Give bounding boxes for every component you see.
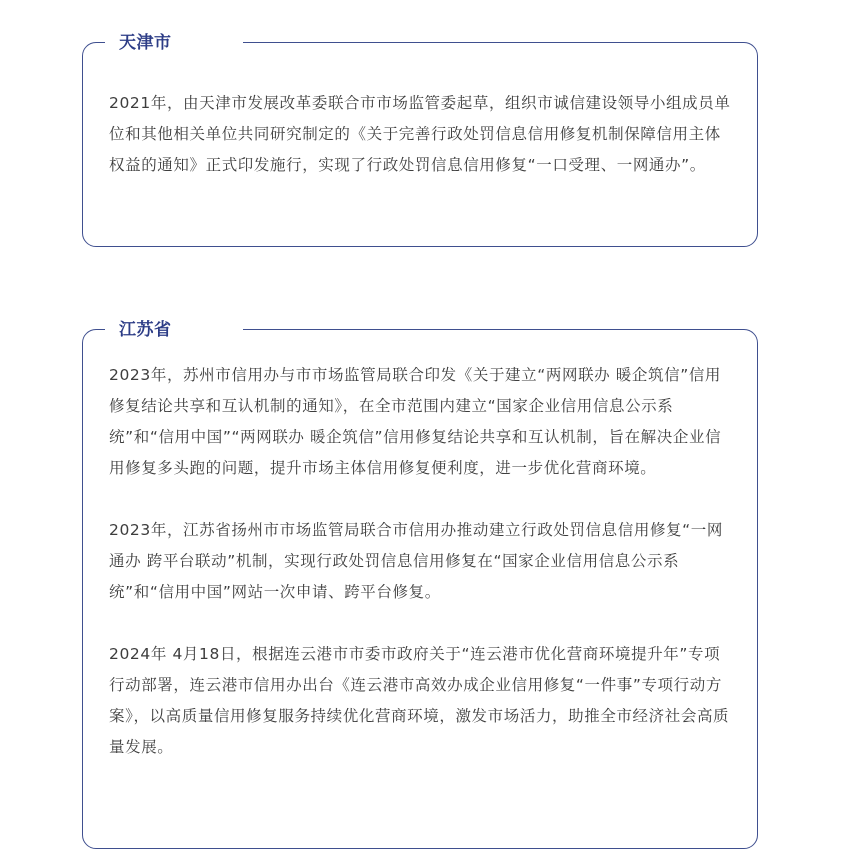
section-card-jiangsu bbox=[82, 320, 758, 849]
section-title: 江苏省 bbox=[105, 320, 180, 340]
paragraph: 2023年，苏州市信用办与市市场监管局联合印发《关于建立“两网联办 暖企筑信”信用修复结论共享和互认机制的通知》，在全市范围内建立“国家企业信用信息公示系统”和“信用中国”“两网联办 暖企筑信”信用修复结论共享和互认机制，旨在解决企业信用修复多头跑的问题，提升市场主体信用修复便利度，进一步优化营商环境。 bbox=[109, 366, 722, 477]
section-title: 天津市 bbox=[105, 33, 180, 53]
section-body bbox=[109, 360, 731, 794]
section-card-tianjin bbox=[82, 33, 758, 247]
paragraph: 2021年，由天津市发展改革委联合市市场监管委起草，组织市诚信建设领导小组成员单位和其他相关单位共同研究制定的《关于完善行政处罚信息信用修复机制保障信用主体权益的通知》正式印发施行，实现了行政处罚信息信用修复“一口受理、一网通办”。 bbox=[109, 94, 731, 174]
paragraph: 2023年，江苏省扬州市市场监管局联合市信用办推动建立行政处罚信息信用修复“一网通办 跨平台联动”机制，实现行政处罚信息信用修复在“国家企业信用信息公示系统”和“信用中国”网站一次申请、跨平台修复。 bbox=[109, 521, 723, 601]
paragraph: 2024年 4月18日，根据连云港市市委市政府关于“连云港市优化营商环境提升年”专项行动部署，连云港市信用办出台《连云港市高效办成企业信用修复“一件事”专项行动方案》，以高质量信用修复服务持续优化营商环境，激发市场活力，助推全市经济社会高质量发展。 bbox=[109, 645, 730, 756]
section-body bbox=[109, 88, 731, 212]
